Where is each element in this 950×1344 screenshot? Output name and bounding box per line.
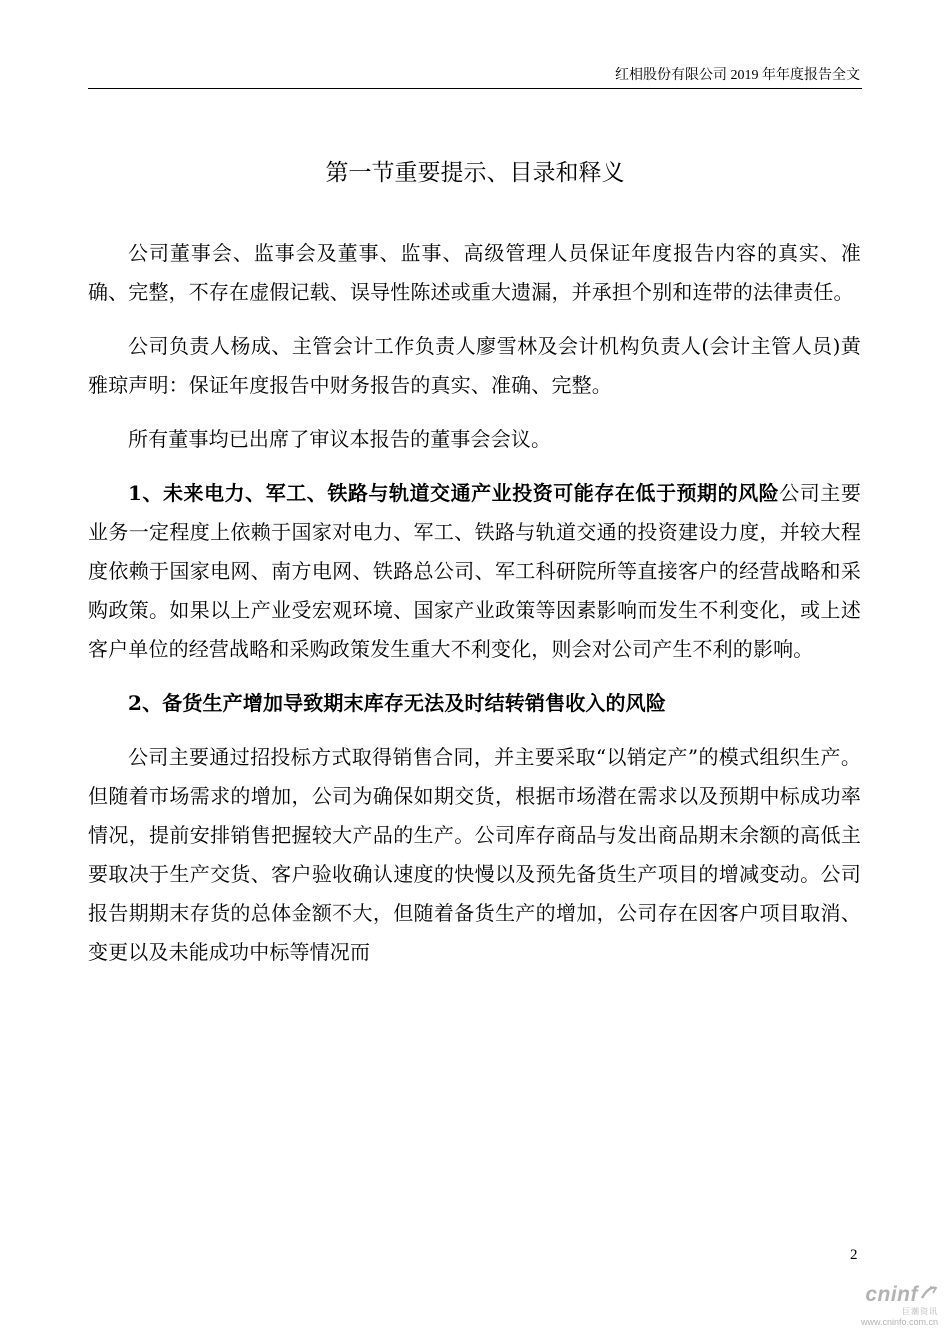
statement-paragraph: 公司负责人杨成、主管会计工作负责人廖雪林及会计机构负责人(会计主管人员)黄雅琼声明：保证年度报告中财务报告的真实、准确、完整。	[88, 334, 861, 397]
header-divider	[88, 88, 862, 89]
risk-text: 公司主要业务一定程度上依赖于国家对电力、军工、铁路与轨道交通的投资建设力度，并较大程度依赖于国家电网、南方电网、铁路总公司、军工科研院所等直接客户的经营战略和采购政策。如果以上产业受宏观环境、国家产业政策等因素影响而发生不利变化，或上述客户单位的经营战略和采购政策发生重大不利变化，则会对公司产生不利的影响。	[88, 481, 861, 661]
page-number: 2	[850, 1247, 858, 1263]
statement-paragraph: 公司董事会、监事会及董事、监事、高级管理人员保证年度报告内容的真实、准确、完整，不存在虚假记载、误导性陈述或重大遗漏，并承担个别和连带的法律责任。	[88, 241, 861, 304]
statement-paragraph: 所有董事均已出席了审议本报告的董事会会议。	[128, 427, 552, 451]
cninfo-watermark	[828, 1284, 938, 1328]
risk-heading: 1、未来电力、军工、铁路与轨道交通产业投资可能存在低于预期的风险	[128, 481, 780, 505]
watermark-subtitle: 巨潮资讯	[902, 1307, 938, 1316]
document-body	[88, 234, 861, 987]
risk-heading: 2、备货生产增加导致期末库存无法及时结转销售收入的风险	[128, 691, 666, 715]
running-header: 红相股份有限公司 2019 年年度报告全文	[615, 68, 860, 83]
risk-text: 公司主要通过招投标方式取得销售合同，并主要采取“以销定产”的模式组织生产。但随着市场需求的增加，公司为确保如期交货，根据市场潜在需求以及预期中标成功率情况，提前安排销售把握较大产品的生产。公司库存商品与发出商品期末余额的高低主要取决于生产交货、客户验收确认速度的快慢以及预先备货生产项目的增减变动。公司报告期期末存货的总体金额不大，但随着备货生产的增加，公司存在因客户项目取消、变更以及未能成功中标等情况而	[88, 745, 861, 964]
cninfo-logo-icon	[920, 1284, 938, 1302]
watermark-brand: cninf	[865, 1283, 918, 1306]
section-title: 第一节重要提示、目录和释义	[325, 160, 625, 186]
risk-paragraph	[88, 474, 861, 669]
watermark-url: www.cninfo.com.cn	[860, 1317, 938, 1327]
